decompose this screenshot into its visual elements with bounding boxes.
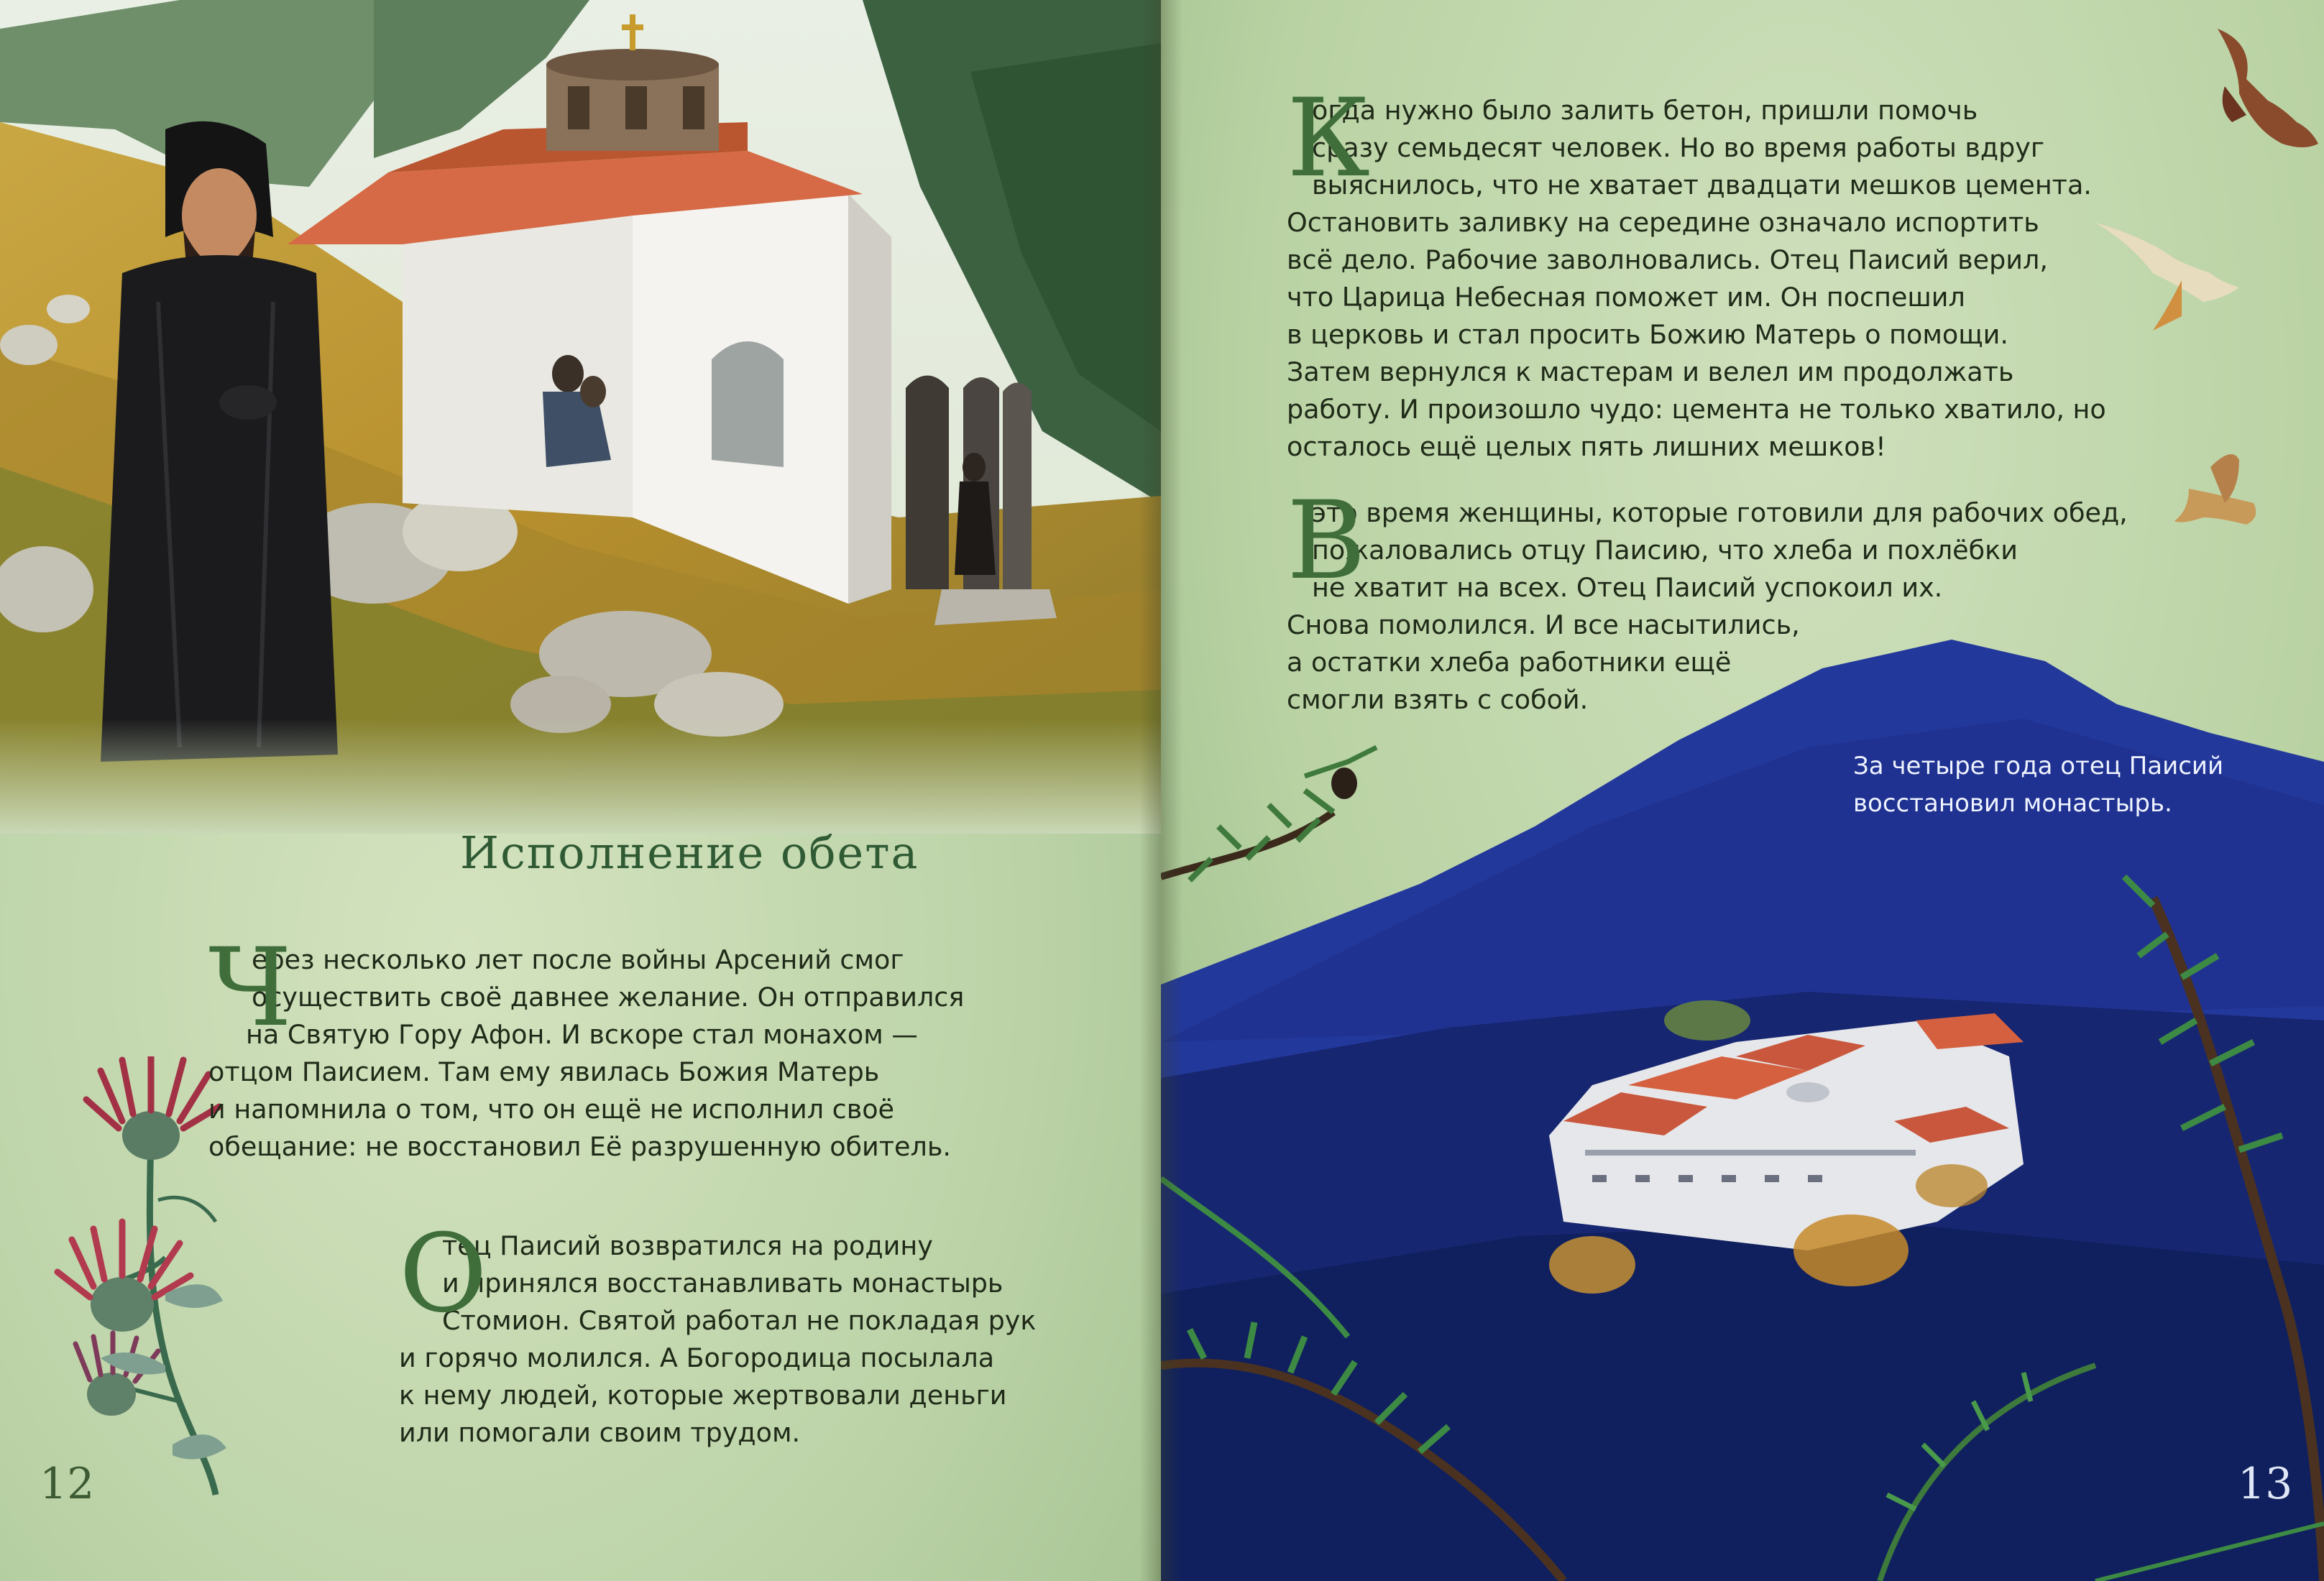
text-line: отцом Паисием. Там ему явилась Божия Матерь <box>208 1056 880 1087</box>
page-number: 12 <box>40 1459 95 1509</box>
text-line: смогли взять с собой. <box>1287 684 1589 715</box>
thistle-illustration <box>43 1056 230 1502</box>
right-paragraph-1 <box>1287 76 2106 466</box>
text-line: что Царица Небесная поможет им. Он поспешил <box>1287 282 1965 313</box>
text-line: огда нужно было залить бетон, пришли помочь <box>1312 95 1978 126</box>
text-line: это время женщины, которые готовили для рабочих обед, <box>1312 497 2128 528</box>
text-line: осуществить своё давнее желание. Он отправился <box>252 982 965 1013</box>
text-line: и напомнила о том, что он ещё не исполнил своё <box>208 1094 895 1125</box>
bird-illustration <box>2174 454 2256 525</box>
text-line: к нему людей, которые жертвовали деньги <box>399 1380 1007 1411</box>
left-page <box>0 0 1161 1581</box>
text-line: сразу семьдесят человек. Но во время работы вдруг <box>1312 132 2045 163</box>
text-line: работу. И произошло чудо: цемента не только хватило, но <box>1287 394 2106 425</box>
text-line: или помогали своим трудом. <box>399 1417 801 1448</box>
text-line: Остановить заливку на середине означало испортить <box>1287 207 2039 238</box>
text-line: Снова помолился. И все насытились, <box>1287 609 1800 640</box>
caption-line: восстановил монастырь. <box>1853 789 2172 818</box>
text-line: и принялся восстанавливать монастырь <box>442 1268 1003 1299</box>
caption-line: За четыре года отец Паисий <box>1853 752 2224 780</box>
left-paragraph-2 <box>399 1212 1037 1452</box>
chapter-heading: Исполнение обета <box>460 826 919 879</box>
bird-illustration <box>2218 29 2318 147</box>
text-line: и горячо молился. А Богородица посылала <box>399 1342 995 1373</box>
text-line: Стомион. Святой работал не покладая рук <box>442 1305 1037 1336</box>
text-line: на Святую Гору Афон. И вскоре стал монахом — <box>246 1019 918 1050</box>
illustration-caption <box>1853 747 2223 822</box>
text-line: в церковь и стал просить Божию Матерь о помощи. <box>1287 319 2008 350</box>
page-number: 13 <box>2238 1459 2293 1509</box>
text-line: тец Паисий возвратился на родину <box>442 1230 933 1261</box>
right-paragraph-2 <box>1287 479 2128 719</box>
text-line: пожаловались отцу Паисию, что хлеба и похлёбки <box>1312 535 2018 566</box>
text-line: выяснилось, что не хватает двадцати мешков цемента. <box>1312 170 2092 200</box>
book-gutter <box>1139 0 1182 1581</box>
text-line: ерез несколько лет после войны Арсений смог <box>252 944 904 975</box>
text-line: всё дело. Рабочие заволновались. Отец Паисий верил, <box>1287 244 2048 275</box>
text-line: обещание: не восстановил Её разрушенную обитель. <box>208 1131 951 1162</box>
bird-illustration <box>2095 223 2239 331</box>
dropcap: О <box>399 1212 487 1337</box>
dropcap: К <box>1287 76 1371 201</box>
chapel-illustration <box>0 0 1161 834</box>
text-line: а остатки хлеба работники ещё <box>1287 647 1732 678</box>
left-paragraph-1 <box>208 926 965 1166</box>
dropcap: В <box>1287 479 1367 604</box>
text-line: не хватит на всех. Отец Паисий успокоил их. <box>1312 572 1943 603</box>
text-line: осталось ещё целых пять лишних мешков! <box>1287 431 1886 462</box>
text-line: Затем вернулся к мастерам и велел им продолжать <box>1287 356 2014 387</box>
dropcap: Ч <box>208 926 292 1051</box>
